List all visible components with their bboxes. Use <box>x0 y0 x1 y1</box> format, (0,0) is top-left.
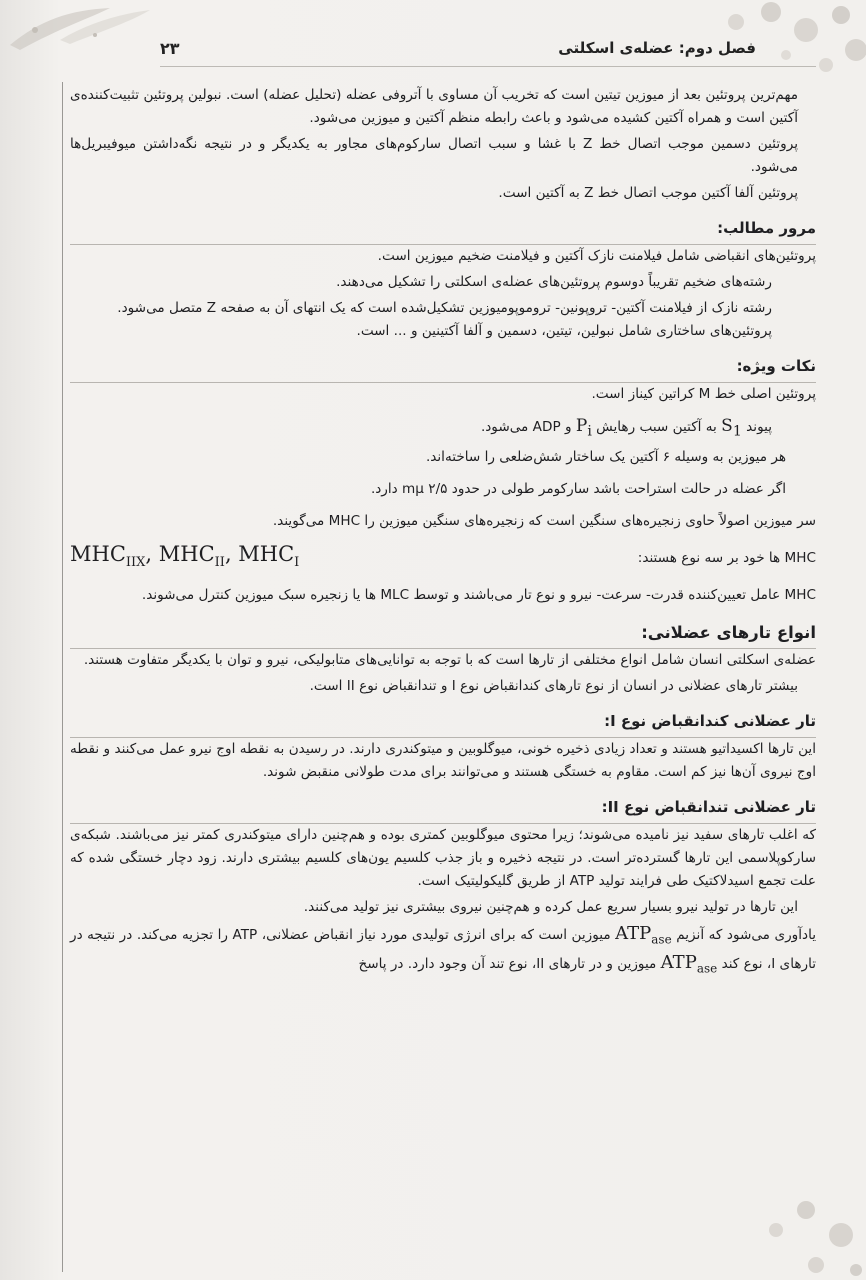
chapter-title: فصل دوم: عضله‌ی اسکلتی <box>558 39 756 57</box>
notes-heading: نکات ویژه: <box>736 357 816 375</box>
paragraph: که اغلب تارهای سفید نیز نامیده می‌شوند؛ زیرا محتوی میوگلوبین کمتری بوده و هم‌چنین دارای میتوکندری کمتر نیز می‌باشند. شبکه‌ی سارکوپلاسمی این تارها گسترده‌تر است. در نتیجه ذخیره و باز جذب کلسیم یون‌های کلسیم بیشتری دارند. زود دچار خستگی شده که علت تجمع اسیدلاکتیک طی فرایند تولید ATP از طریق گلیکولیتیک است. <box>70 826 816 889</box>
note-item: پروتئین اصلی خط M کراتین کیناز است. <box>591 386 816 402</box>
type2-heading: تار عضلانی تندانقباض نوع II: <box>601 797 816 816</box>
mhc-formula: $MHC_{IIX}$, $MHC_{II}$, $MHC_I$ <box>70 542 300 571</box>
paragraph-desmin: پروتئین دسمین موجب اتصال خط Z با غشا و سبب اتصال سارکوم‌های مجاور به یکدیگر و در نتیجه نگه‌داشتن میوفیبریل‌ها می‌شود. <box>70 136 798 175</box>
paragraph: این تارها در تولید نیرو بسیار سریع عمل کرده و هم‌چنین نیروی بیشتری نیز تولید می‌کنند. <box>303 898 798 915</box>
paragraph: این تارها اکسیداتیو هستند و تعداد زیادی ذخیره خونی، میوگلوبین و میتوکندری دارند. در رسیدن به نقطه اوج نیرو عمل می‌کنند و نقطه اوج نیروی آن‌ها نیز کم است. مقاوم به خستگی هستند و می‌توانند برای مدت طولانی منقبض شوند. <box>70 740 816 780</box>
paragraph-titin: مهم‌ترین پروتئین بعد از میوزین تیتین است که تخریب آن مساوی با آتروفی عضله (تحلیل عضله) است. نبولین پروتئین تثبیت‌کننده‌ی آکتین است و همراه آکتین کشیده می‌شود و باعث رابطه منظم آکتین و میوزین می‌شود. <box>70 87 798 126</box>
note-item: هر میوزین به وسیله ۶ آکتین یک ساختار شش‌ضلعی را ساخته‌اند. <box>425 449 786 466</box>
pi-symbol: $P_i$ <box>575 416 592 440</box>
note-item: MHC عامل تعیین‌کننده قدرت- سرعت- نیرو و نوع تار می‌باشند و توسط MLC ها یا زنجیره سبک میوزین کنترل می‌شوند. <box>141 586 816 603</box>
decorative-splash <box>0 0 170 60</box>
page-header <box>160 30 816 67</box>
fiber-types-heading: انواع تارهای عضلانی: <box>641 622 816 642</box>
decorative-dots-bottom <box>746 1190 866 1280</box>
sarcomere-length: ۲/۵ mμ <box>402 481 448 498</box>
note-item: سر میوزین اصولاً حاوی زنجیره‌های سنگین است که زنجیره‌های سنگین میوزین را MHC می‌گویند. <box>272 513 816 530</box>
paragraph: یادآوری می‌شود که آنزیم $ATP_{ase}$ میوزین است که برای انرژی تولیدی مورد نیاز انقباض عضلانی، ATP را تجزیه می‌کند. در نتیجه در تارهای I، نوع کند $ATP_{ase}$ میوزین و در تارهای II، نوع تند آن وجود دارد. در پاسخ <box>70 922 816 976</box>
review-item: رشته نازک از فیلامنت آکتین- تروپونین- تروموپومیوزین تشکیل‌شده است که یک انتهای آن به صفحه Z متصل می‌شود. <box>117 300 772 316</box>
page-number: ۲۳ <box>160 38 180 58</box>
review-heading: مرور مطالب: <box>717 219 816 237</box>
note-item: MHC ها خود بر سه نوع هستند: <box>637 550 816 567</box>
page-content <box>70 84 816 981</box>
margin-line <box>62 82 63 1272</box>
review-item: پروتئین‌های انقباضی شامل فیلامنت نازک آکتین و فیلامنت ضخیم میوزین است. <box>377 248 816 264</box>
review-item: رشته‌های ضخیم تقریباً دوسوم پروتئین‌های عضله‌ی اسکلتی را تشکیل می‌دهند. <box>336 274 772 290</box>
paragraph: بیشتر تارهای عضلانی در انسان از نوع تارهای کندانقباض نوع I و تندانقباض نوع II است. <box>309 677 798 694</box>
s1-symbol: $S_1$ <box>721 416 742 440</box>
paragraph: عضله‌ی اسکلتی انسان شامل انواع مختلفی از تارها است که با توجه به توانایی‌های متابولیکی، نیرو و توان با یکدیگر متفاوت هستند. <box>83 651 816 668</box>
note-item: اگر عضله در حالت استراحت باشد سارکومر طولی در حدود ۲/۵ mμ دارد. <box>370 481 786 498</box>
note-item: پیوند $S_1$ به آکتین سبب رهایش $P_i$ و ADP می‌شود. <box>480 416 772 440</box>
atpase-symbol: $ATP_{ase}$ <box>615 922 672 947</box>
mhc-types-row <box>70 543 816 574</box>
atpase-symbol: $ATP_{ase}$ <box>660 952 718 976</box>
review-item: پروتئین‌های ساختاری شامل نبولین، تیتین، دسمین و آلفا آکتینین و ... است. <box>356 323 772 339</box>
paragraph-alpha-actinin: پروتئین آلفا آکتین موجب اتصال خط Z به آکتین است. <box>498 185 798 201</box>
type1-heading: تار عضلانی کندانقباض نوع I: <box>604 711 816 730</box>
